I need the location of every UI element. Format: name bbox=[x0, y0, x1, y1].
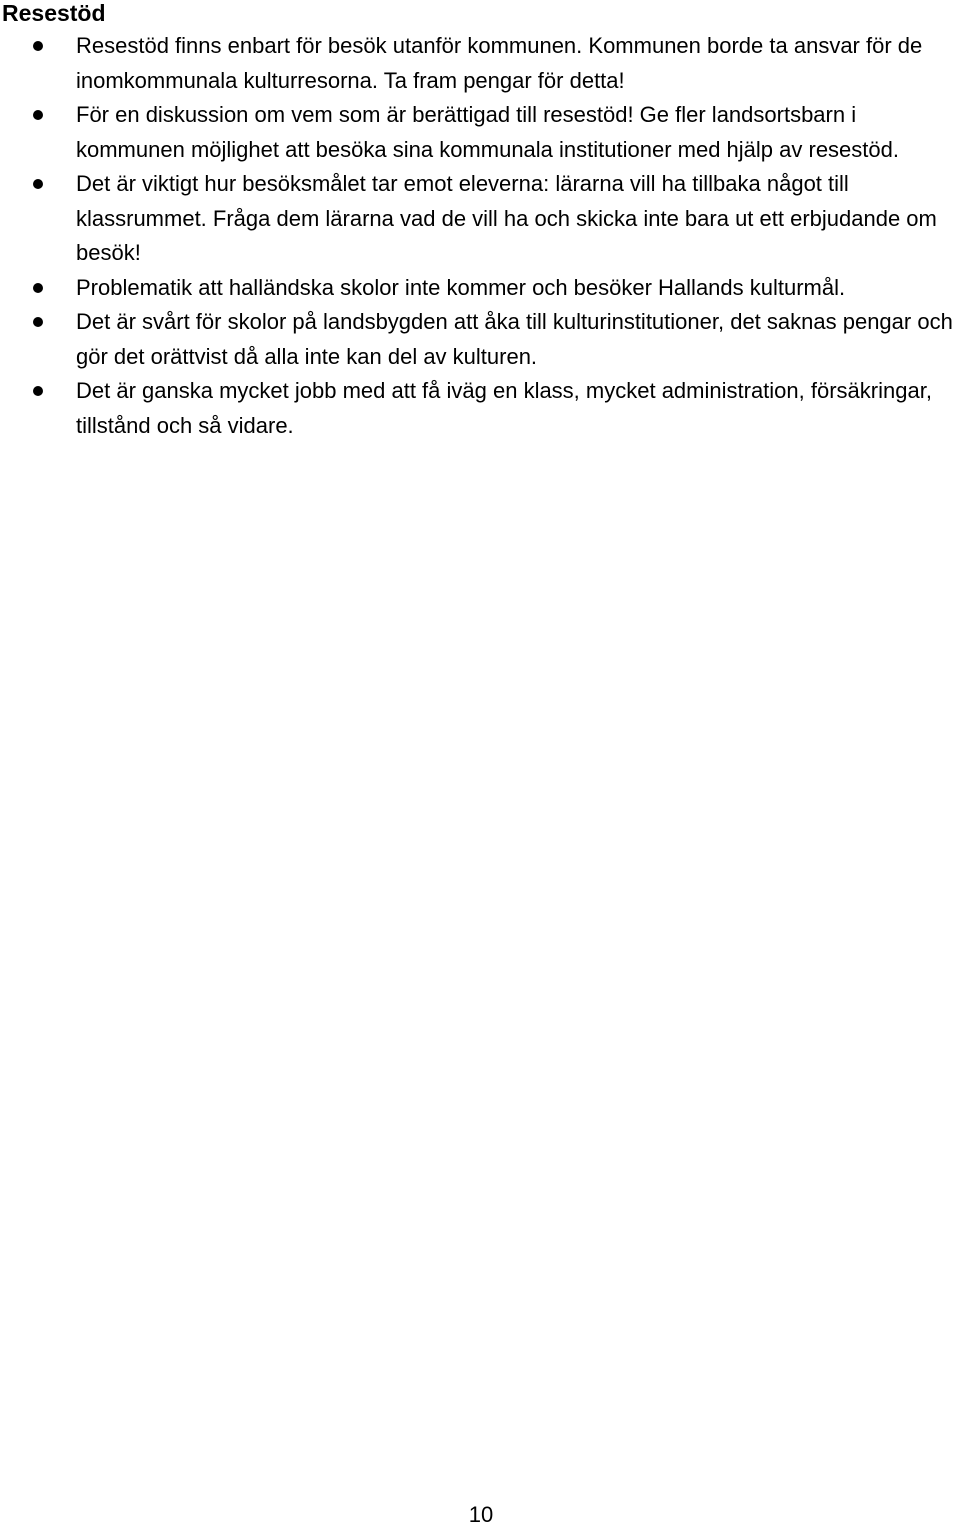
bullet-icon bbox=[33, 386, 43, 396]
bullet-icon bbox=[33, 110, 43, 120]
list-item-text: Resestöd finns enbart för besök utanför kommunen. Kommunen borde ta ansvar för de inomkommunala kulturresorna. Ta fram pengar för detta! bbox=[76, 33, 923, 93]
bullet-list bbox=[0, 29, 958, 443]
list-item bbox=[0, 374, 958, 443]
page-number-text: 10 bbox=[468, 1502, 494, 1527]
list-item-text: Problematik att halländska skolor inte kommer och besöker Hallands kulturmål. bbox=[76, 274, 846, 300]
bullet-icon bbox=[33, 41, 43, 51]
list-item-text: För en diskussion om vem som är berättigad till resestöd! Ge fler landsortsbarn i kommunen möjlighet att besöka sina kommunala institutioner med hjälp av resestöd. bbox=[76, 102, 899, 162]
page-number bbox=[0, 1500, 960, 1530]
list-item-text: Det är ganska mycket jobb med att få iväg en klass, mycket administration, försäkringar, tillstånd och så vidare. bbox=[76, 378, 932, 438]
list-item bbox=[0, 305, 958, 374]
bullet-icon bbox=[33, 179, 43, 189]
section-heading: Resestöd bbox=[2, 0, 106, 26]
bullet-icon bbox=[33, 283, 43, 293]
list-item bbox=[0, 167, 958, 271]
list-item bbox=[0, 98, 958, 167]
list-item-text: Det är svårt för skolor på landsbygden att åka till kulturinstitutioner, det saknas pengar och gör det orättvist då alla inte kan del av kulturen. bbox=[76, 309, 953, 369]
list-item bbox=[0, 29, 958, 98]
bullet-icon bbox=[33, 317, 43, 327]
list-item bbox=[0, 271, 958, 306]
list-item-text: Det är viktigt hur besöksmålet tar emot eleverna: lärarna vill ha tillbaka något till klassrummet. Fråga dem lärarna vad de vill ha och skicka inte bara ut ett erbjudande om besök! bbox=[76, 171, 937, 265]
